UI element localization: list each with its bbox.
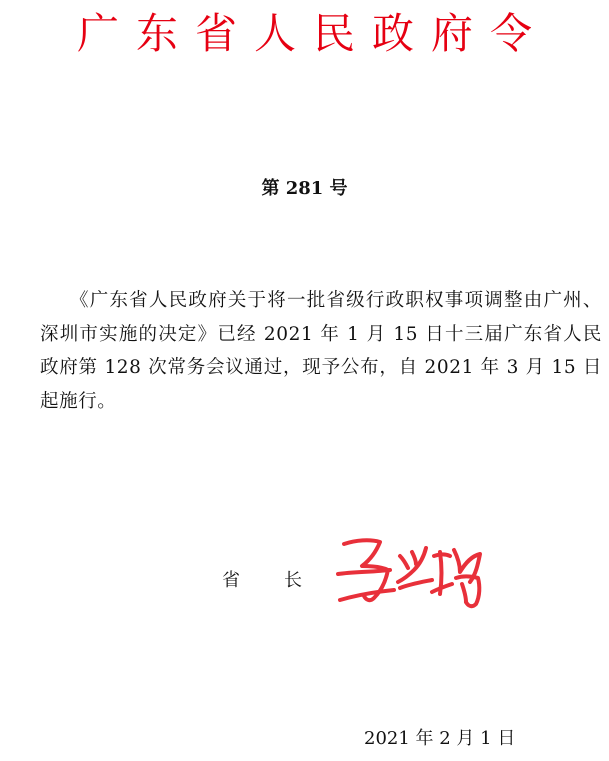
handwritten-signature [330,530,490,620]
signer-title: 省长 [222,570,346,591]
order-number: 第 281 号 [261,178,348,199]
document-header-title: 广东省人民政府令 [76,9,549,58]
signature-block [0,530,609,640]
body-paragraph: 《广东省人民政府关于将一批省级行政职权事项调整由广州、深圳市实施的决定》已经 2021 年 1 月 15 日十三届广东省人民政府第 128 次常务会议通过，现予公布，自 2021 年 3 月 15 日起施行。 [40,290,602,412]
signing-date: 2021 年 2 月 1 日 [364,728,516,749]
